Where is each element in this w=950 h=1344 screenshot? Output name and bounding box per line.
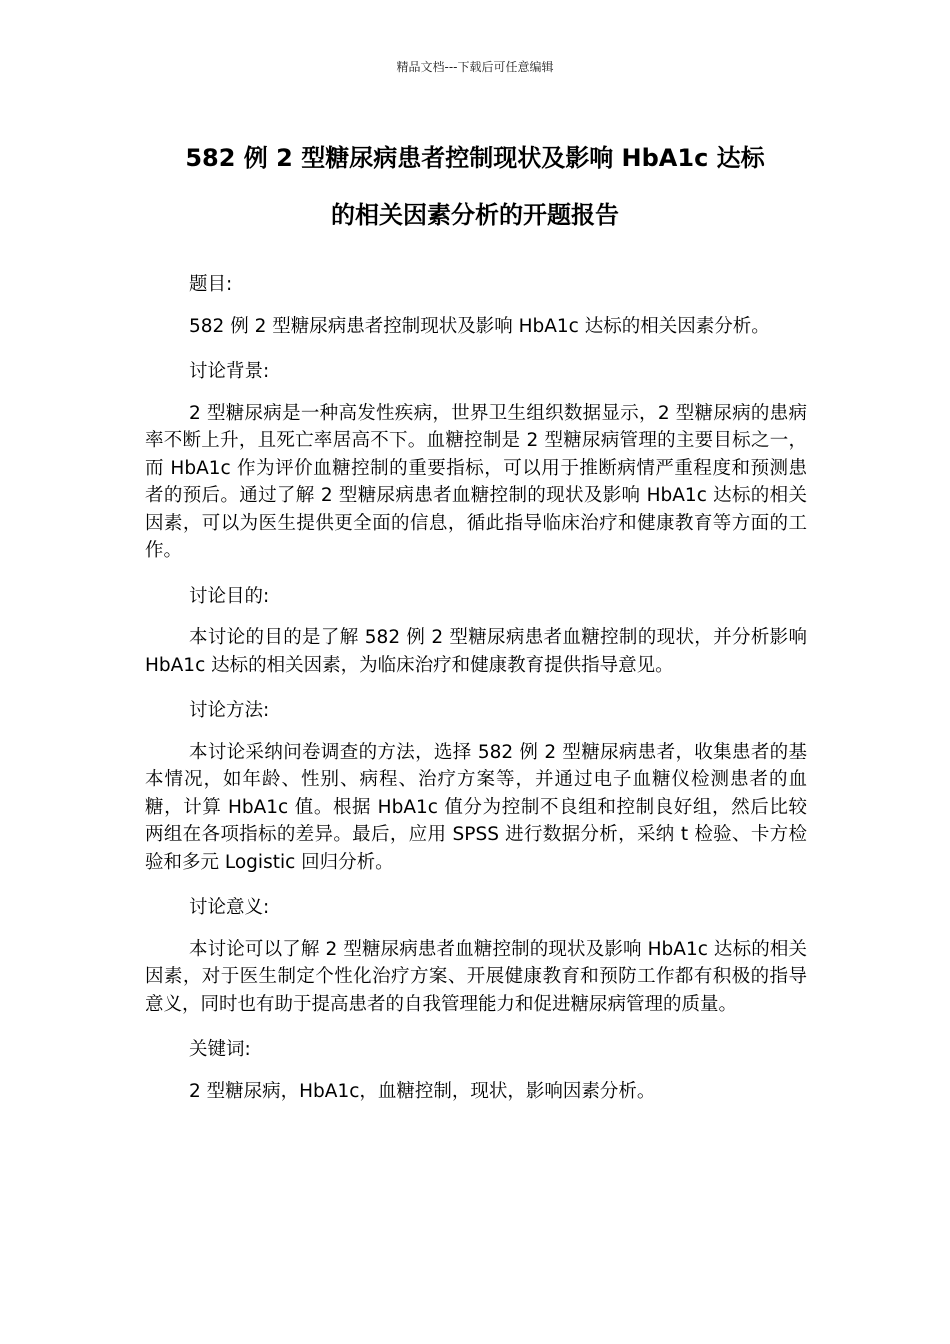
keywords-heading: 关键词: (189, 1039, 251, 1060)
document-body (145, 271, 807, 1123)
topic-heading: 题目: (189, 274, 233, 295)
background-heading: 讨论背景: (189, 361, 270, 382)
significance-paragraph: 本讨论可以了解 2 型糖尿病患者血糖控制的现状及影响 HbA1c 达标的相关因素，对于医生制定个性化治疗方案、开展健康教育和预防工作都有积极的指导意义，同时也有助于提高患者的自我管理能力和促进糖尿病管理的质量。 (145, 938, 807, 1015)
method-paragraph: 本讨论采纳问卷调查的方法，选择 582 例 2 型糖尿病患者，收集患者的基本情况，如年龄、性别、病程、治疗方案等，并通过电子血糖仪检测患者的血糖，计算 HbA1c 值。根据 HbA1c 值分为控制不良组和控制良好组，然后比较两组在各项指标的差异。最后，应用 SPSS 进行数据分析，采纳 t 检验、卡方检验和多元 Logistic 回归分析。 (145, 741, 807, 873)
document-title (120, 130, 830, 244)
purpose-heading: 讨论目的: (189, 585, 270, 607)
keywords-paragraph: 2 型糖尿病，HbA1c，血糖控制，现状，影响因素分析。 (189, 1080, 656, 1102)
topic-paragraph: 582 例 2 型糖尿病患者控制现状及影响 HbA1c 达标的相关因素分析。 (189, 315, 770, 337)
method-heading: 讨论方法: (189, 700, 270, 721)
significance-heading: 讨论意义: (189, 897, 270, 918)
title-line-2: 的相关因素分析的开题报告 (331, 201, 619, 229)
purpose-paragraph: 本讨论的目的是了解 582 例 2 型糖尿病患者血糖控制的现状，并分析影响 HbA1c 达标的相关因素，为临床治疗和健康教育提供指导意见。 (145, 627, 807, 676)
title-line-1: 582 例 2 型糖尿病患者控制现状及影响 HbA1c 达标 (185, 144, 765, 172)
header-note: 精品文档---下载后可任意编辑 (396, 60, 554, 74)
background-paragraph: 2 型糖尿病是一种高发性疾病，世界卫生组织数据显示，2 型糖尿病的患病率不断上升，且死亡率居高不下。血糖控制是 2 型糖尿病管理的主要目标之一，而 HbA1c 作为评价血糖控制的重要指标，可以用于推断病情严重程度和预测患者的预后。通过了解 2 型糖尿病患者血糖控制的现状及影响 HbA1c 达标的相关因素，可以为医生提供更全面的信息，循此指导临床治疗和健康教育等方面的工作。 (145, 402, 807, 561)
